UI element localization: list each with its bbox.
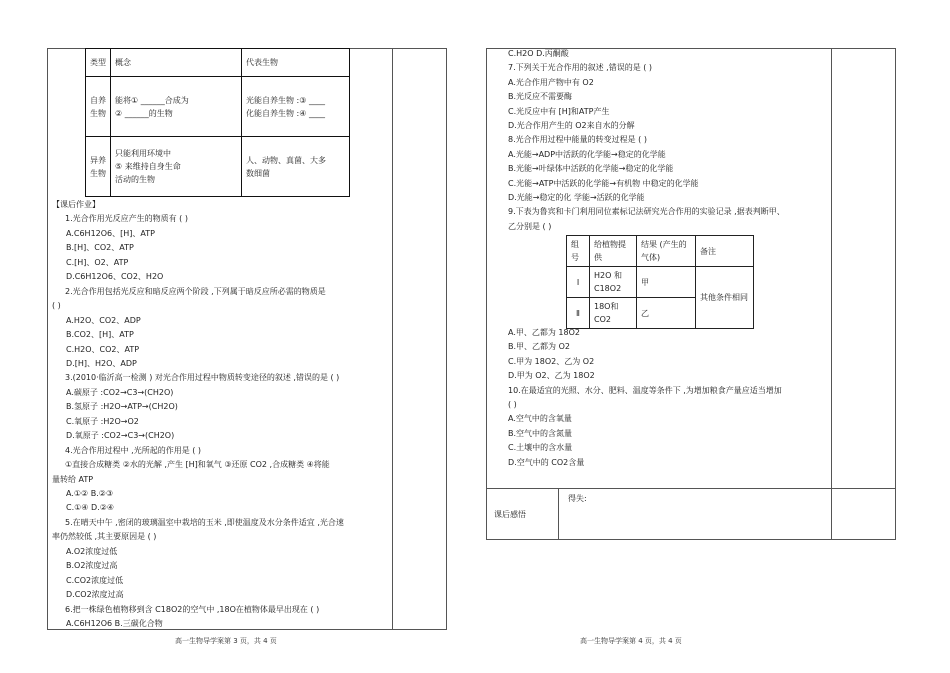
right-page-footer: 高一生物导学案第 4 页，共 4 页 <box>580 637 682 645</box>
text-line: A.①② B.②③ <box>66 489 114 498</box>
exp-cell-note: 其他条件相同 <box>696 267 754 329</box>
text-line: C.光反应中有 [H]和ATP产生 <box>508 106 610 116</box>
text-line: B.光反应不需要酶 <box>508 92 573 102</box>
text-line: B.光能→叶绿体中活跃的化学能→稳定的化学能 <box>508 164 674 174</box>
text-line: 【课后作业】 <box>52 200 100 209</box>
text-line: A.O2浓度过低 <box>66 546 118 556</box>
text-line: ①直接合成糖类 ②水的光解 ,产生 [H]和氧气 ③还原 CO2 ,合成糖类 ④将能 <box>65 460 330 470</box>
exp-cell-result: 乙 <box>637 298 696 329</box>
table-cell-concept <box>111 77 242 137</box>
concept-line: 只能利用环境中 <box>115 149 171 158</box>
text-line: D.光合作用产生的 O2来自水的分解 <box>508 121 635 130</box>
table-cell-examples <box>242 137 350 197</box>
text-line: C.土壤中的含水量 <box>508 443 573 453</box>
concept-line: 活动的生物 <box>115 175 155 184</box>
right-page-divider <box>831 48 832 540</box>
text-line: C.①④ D.②④ <box>66 503 115 513</box>
text-line: 量转给 ATP <box>52 474 94 484</box>
text-line: A.光能→ADP中活跃的化学能→稳定的化学能 <box>508 149 666 159</box>
table-header-concept: 概念 <box>111 49 242 77</box>
text-line: A.空气中的含氧量 <box>508 414 572 424</box>
isotope-experiment-table <box>566 235 754 329</box>
concept-line: 能将① ______合成为 <box>115 95 189 105</box>
text-line: 5.在晴天中午 ,密闭的玻璃温室中栽培的玉米 ,即使温度及水分条件适宜 ,光合速 <box>65 517 344 527</box>
text-line: B.CO2、[H]、ATP <box>66 330 134 340</box>
text-line: C.[H]、O2、ATP <box>66 257 129 267</box>
text-line: D.光能→稳定的化 学能→活跃的化学能 <box>508 193 645 202</box>
text-line: 7.下列关于光合作用的叙述 ,错误的是 ( ) <box>508 63 653 73</box>
text-line: A.光合作用产物中有 O2 <box>508 77 594 87</box>
text-line: B.空气中的含氮量 <box>508 428 573 438</box>
example-line: 人、动物、真菌、大多 <box>246 155 326 165</box>
concept-line: ⑤ 来维持自身生命 <box>115 162 181 171</box>
exp-header-supply: 给植物提供 <box>590 236 637 267</box>
text-line: 4.光合作用过程中 ,光所起的作用是 ( ) <box>65 445 202 455</box>
table-header-type: 类型 <box>86 49 111 77</box>
exp-header-group: 组号 <box>567 236 590 267</box>
text-line: C.H2O、CO2、ATP <box>66 344 140 354</box>
text-line: ( ) <box>508 400 517 409</box>
text-line: 率仍然较低 ,其主要原因是 ( ) <box>52 532 157 542</box>
table-cell-examples <box>242 77 350 137</box>
text-line: D.C6H12O6、CO2、H2O <box>66 272 164 282</box>
text-line: C.氧原子 :H2O→O2 <box>66 416 139 426</box>
example-line: 光能自养生物 :③ ____ <box>246 95 325 105</box>
text-line: D.甲为 O2、乙为 18O2 <box>508 371 595 381</box>
exp-header-note: 备注 <box>696 236 754 267</box>
exp-cell-supply: 18O和CO2 <box>590 298 637 329</box>
text-line: A.甲、乙都为 18O2 <box>508 328 580 337</box>
reflection-label-divider <box>558 488 559 540</box>
text-line: 10.在最适宜的光照、水分、肥料、温度等条件下 ,为增加粮食产量应适当增加 <box>508 385 782 395</box>
text-line: C.甲为 18O2、乙为 O2 <box>508 356 595 366</box>
text-line: D.氧原子 :CO2→C3→(CH2O) <box>66 431 175 441</box>
exp-cell-supply: H2O 和 C18O2 <box>590 267 637 298</box>
left-page-footer: 高一生物导学案第 3 页，共 4 页 <box>175 637 277 645</box>
text-line: A.C6H12O6、[H]、ATP <box>66 228 155 238</box>
table-cell-type: 异养生物 <box>86 137 111 197</box>
text-line: 8.光合作用过程中能量的转变过程是 ( ) <box>508 135 647 145</box>
text-line: B.氢原子 :H2O→ATP→(CH2O) <box>66 402 178 412</box>
reflection-top-line <box>486 488 896 489</box>
text-line: D.空气中的 CO2含量 <box>508 457 585 467</box>
text-line: 2.光合作用包括光反应和暗反应两个阶段 ,下列属于暗反应所必需的物质是 <box>65 286 326 296</box>
left-page-divider <box>392 48 393 630</box>
text-line: ( ) <box>52 301 61 311</box>
table-header-examples: 代表生物 <box>242 49 350 77</box>
exp-cell-group: Ⅰ <box>567 267 590 298</box>
text-line: 3.(2010·临沂高一检测 ) 对光合作用过程中物质转变途径的叙述 ,错误的是 ( ) <box>65 373 340 383</box>
reflection-label: 课后感悟 <box>494 510 526 519</box>
text-line: C.H2O D.丙酮酸 <box>508 49 569 58</box>
text-line: B.[H]、CO2、ATP <box>66 243 134 253</box>
table-cell-type: 自养生物 <box>86 77 111 137</box>
text-line: 乙分别是 ( ) <box>508 221 552 231</box>
text-line: B.O2浓度过高 <box>66 561 118 571</box>
text-line: 9.下表为鲁宾和卡门利用同位素标记法研究光合作用的实验记录 ,据表判断甲、 <box>508 207 785 217</box>
exp-header-result: 结果 (产生的气体) <box>637 236 696 267</box>
text-line: C.CO2浓度过低 <box>66 575 124 585</box>
text-line: A.H2O、CO2、ADP <box>66 315 141 325</box>
text-line: D.CO2浓度过高 <box>66 590 124 600</box>
table-cell-concept <box>111 137 242 197</box>
concept-line: ② ______的生物 <box>115 108 173 118</box>
text-line: 1.光合作用光反应产生的物质有 ( ) <box>65 214 188 224</box>
text-line: A.碳原子 :CO2→C3→(CH2O) <box>66 387 174 397</box>
reflection-prompt: 得失: <box>568 494 587 503</box>
exp-cell-result: 甲 <box>637 267 696 298</box>
example-line: 数细菌 <box>246 168 270 178</box>
text-line: B.甲、乙都为 O2 <box>508 342 570 352</box>
text-line: C.光能→ATP中活跃的化学能→有机物 中稳定的化学能 <box>508 178 699 188</box>
exp-cell-group: Ⅱ <box>567 298 590 329</box>
text-line: 6.把一株绿色植物移到含 C18O2的空气中 ,18O在植物体最早出现在 ( ) <box>65 604 320 614</box>
example-line: 化能自养生物 :④ ____ <box>246 108 325 118</box>
autotroph-table <box>85 48 350 197</box>
text-line: D.[H]、H2O、ADP <box>66 358 137 368</box>
text-line: A.C6H12O6 B.三碳化合物 <box>66 619 163 629</box>
